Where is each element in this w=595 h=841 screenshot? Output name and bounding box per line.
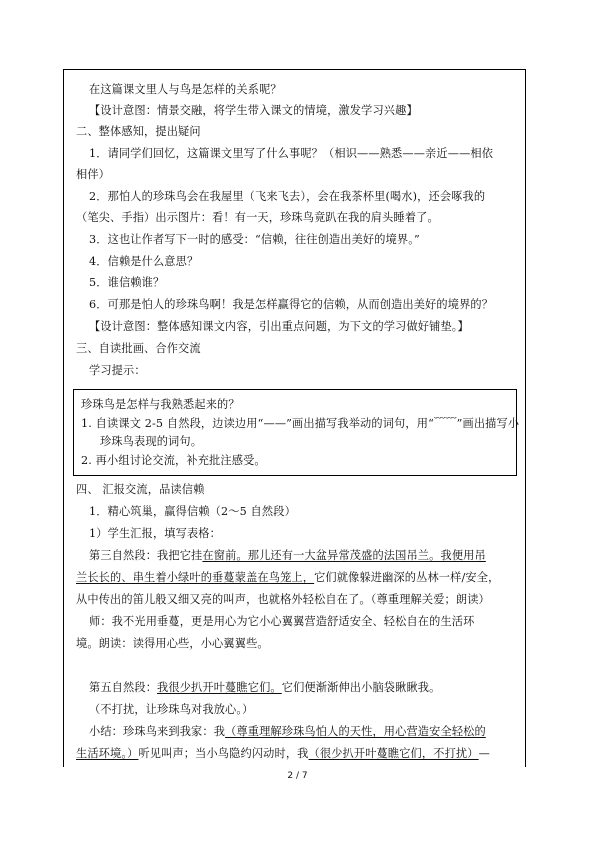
paragraph-5-line: 第五自然段：我很少扒开叶蔓瞧它们。它们便渐渐伸出小脑袋瞅瞅我。 <box>89 681 441 694</box>
step-1: 1．请同学们回忆，这篇课文里写了什么事呢？（相识——熟悉——亲近——相依 <box>89 147 494 160</box>
design-intent-2: 【设计意图：整体感知课文内容，引出重点问题，为下文的学习做好铺垫。】 <box>89 320 469 333</box>
tip-question: 珍珠鸟是怎样与我熟悉起来的？ <box>81 398 240 411</box>
summary-line-2: 生活环境。）听见叫声；当小鸟隐约闪动时，我（很少扒开叶蔓瞧它们，不打扰）— <box>76 747 490 760</box>
student-report: 1）学生汇报，填写表格： <box>89 527 221 540</box>
step-3: 3．这也让作者写下一时的感受：“信赖，往往创造出美好的境界。” <box>89 233 420 246</box>
section-heading-3: 三、自读批画、合作交流 <box>76 342 201 355</box>
paragraph-3-line-2: 兰长长的、串生着小绿叶的垂蔓蒙盖在鸟笼上，它们就像躲进幽深的丛林一样/安全， <box>76 571 500 584</box>
step-6: 6．可那是怕人的珍珠鸟啊！我是怎样赢得它的信赖，从而创造出美好的境界的？ <box>89 298 494 311</box>
section-heading-4: 四、 汇报交流，品读信赖 <box>76 483 205 496</box>
subheading-1: 1．精心筑巢，赢得信赖（2～5 自然段） <box>89 505 296 518</box>
tip-1: 1. 自读课文 2-5 自然段，边读边用“——”画出描写我举动的词句，用“﹋﹋”画出描写小 <box>81 417 520 430</box>
question-line: 在这篇课文里人与鸟是怎样的关系呢？ <box>89 83 282 96</box>
design-intent-1: 【设计意图：情景交融，将学生带入课文的情境，激发学习兴趣】 <box>89 104 418 117</box>
paragraph-3-line-1: 第三自然段：我把它挂在窗前。那儿还有一大盆异常茂盛的法国吊兰。我便用吊 <box>89 549 486 562</box>
summary-line-1: 小结：珍珠鸟来到我家：我（尊重理解珍珠鸟怕人的天性，用心营造安全轻松的 <box>89 725 486 738</box>
teacher-note-cont: 境。朗读：读得用心些，小心翼翼些。 <box>76 637 269 650</box>
section-heading-2: 二、整体感知，提出疑问 <box>76 125 201 138</box>
step-4: 4．信赖是什么意思？ <box>89 255 199 268</box>
paragraph-5-note: （不打扰，让珍珠鸟对我放心。） <box>89 703 254 716</box>
step-2-cont: （笔尖、手指）出示图片：看！有一天，珍珠鸟竟趴在我的肩头睡着了。 <box>76 211 439 224</box>
teacher-note: 师：我不光用垂蔓，更是用心为它小心翼翼营造舒适安全、轻松自在的生活环 <box>89 615 475 628</box>
tip-2: 2. 再小组讨论交流，补充批注感受。 <box>81 454 266 467</box>
tip-1-cont: 珍珠鸟表现的词句。 <box>100 435 203 448</box>
paragraph-3-line-3: 从中传出的笛儿般又细又亮的叫声，也就格外轻松自在了。（尊重理解关爱；朗读） <box>76 593 490 606</box>
step-1-cont: 相伴） <box>76 168 111 181</box>
page-number: 2 / 7 <box>287 771 308 781</box>
step-2: 2．那怕人的珍珠鸟会在我屋里（飞来飞去），会在我茶杯里(喝水)，还会啄我的 <box>89 190 486 203</box>
study-tips-label: 学习提示： <box>89 364 146 377</box>
step-5: 5．谁信赖谁？ <box>89 276 165 289</box>
study-tips-box <box>73 389 520 476</box>
